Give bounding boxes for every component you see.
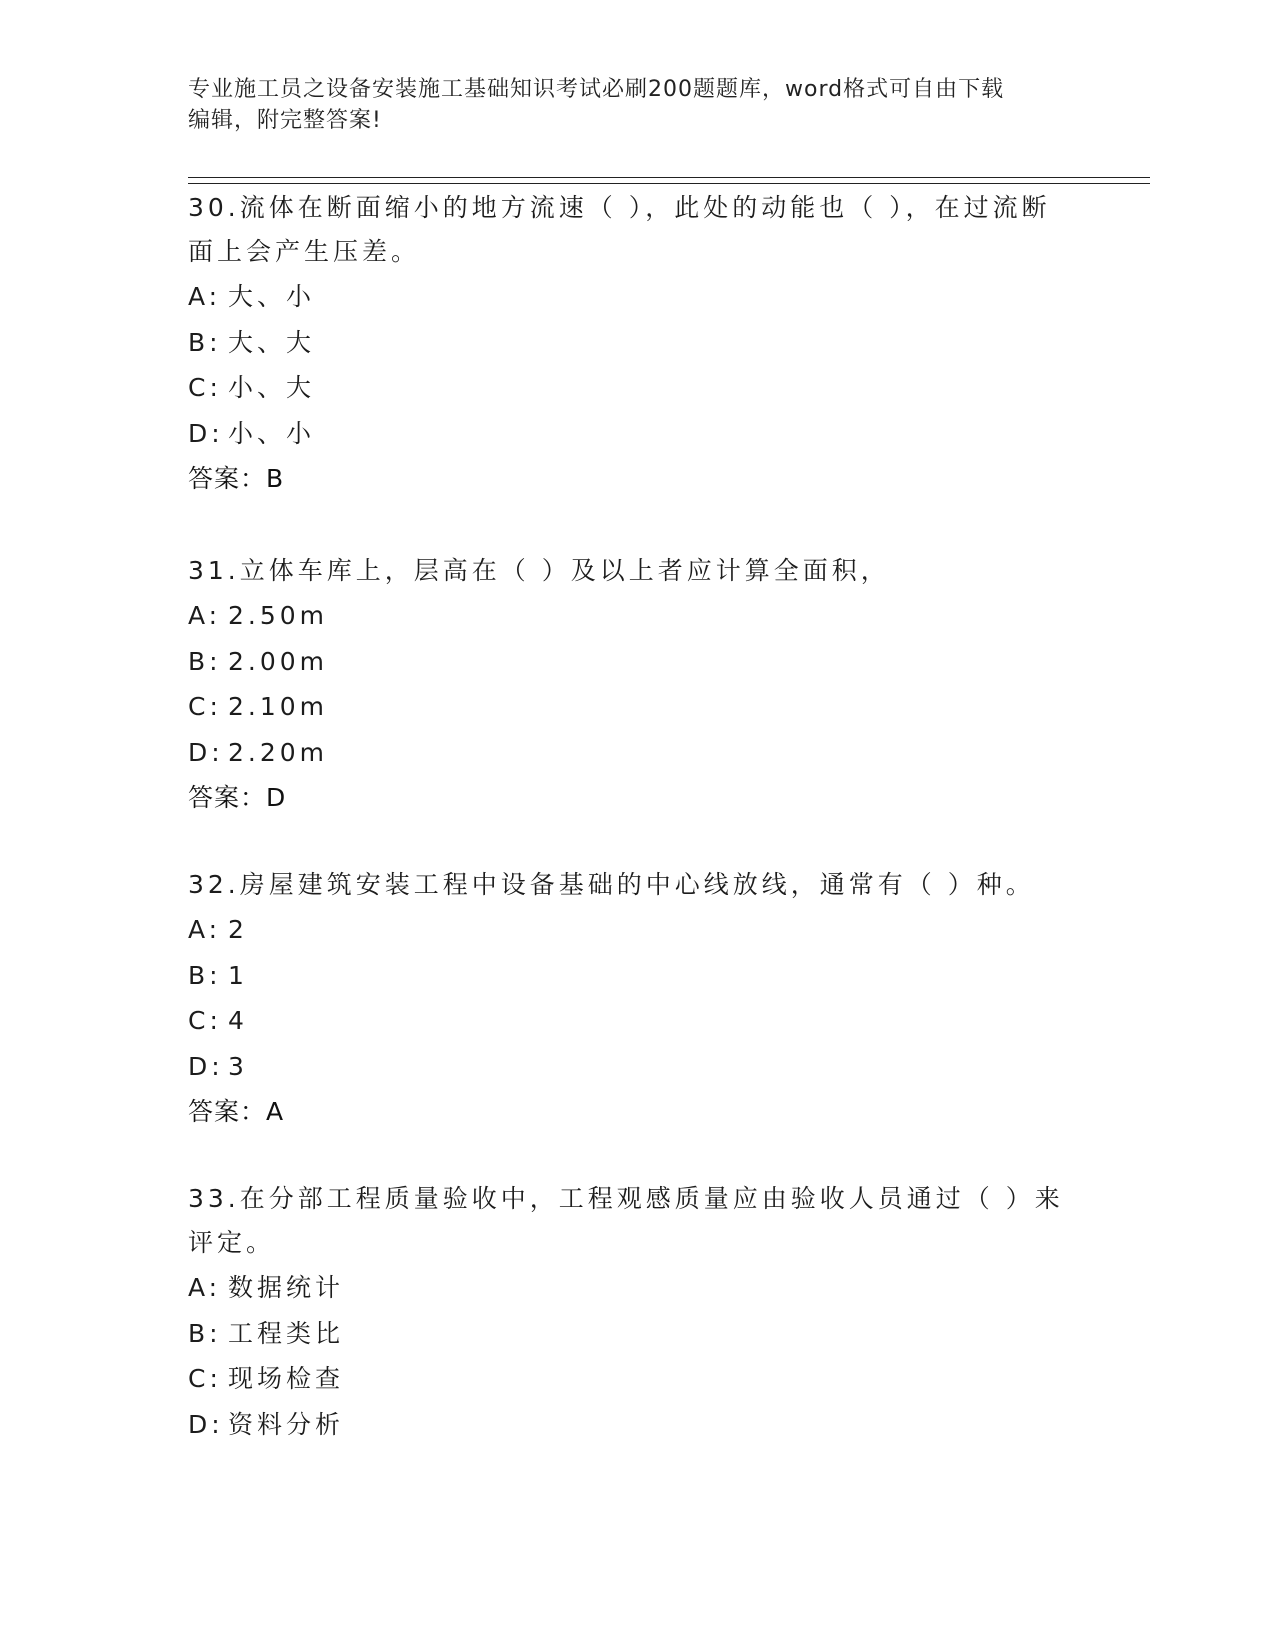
- option-letter: A:: [188, 601, 222, 630]
- option-letter: A:: [188, 282, 222, 311]
- option-letter: C:: [188, 1006, 222, 1035]
- question-30: [188, 186, 1088, 501]
- answer-label: 答案：A: [188, 1097, 285, 1126]
- option-d: [188, 1044, 1088, 1090]
- option-a: [188, 274, 1088, 320]
- question-stem-line-1: 33.在分部工程质量验收中，工程观感质量应由验收人员通过（ ）来: [188, 1184, 1064, 1213]
- option-text: 资料分析: [228, 1409, 345, 1439]
- question-stem-line-1: 30.流体在断面缩小的地方流速（ ），此处的动能也（ ），在过流断: [188, 193, 1051, 222]
- option-letter: D:: [188, 1051, 224, 1081]
- option-c: [188, 998, 1088, 1044]
- option-text: 2.20m: [228, 737, 329, 767]
- answer-label: 答案：D: [188, 783, 287, 812]
- option-text: 2: [228, 915, 248, 944]
- question-32: [188, 863, 1088, 1134]
- option-letter: C:: [188, 373, 222, 402]
- option-d: [188, 1402, 1088, 1448]
- option-c: [188, 365, 1088, 411]
- question-stem-line-2: 评定。: [188, 1228, 276, 1257]
- header-line-2: 编辑，附完整答案!: [188, 108, 382, 133]
- question-33: [188, 1177, 1088, 1447]
- option-letter: B:: [188, 646, 222, 676]
- option-letter: B:: [188, 960, 222, 990]
- option-d: [188, 730, 1088, 776]
- option-letter: C:: [188, 1364, 222, 1393]
- option-text: 小、大: [228, 373, 316, 402]
- option-c: [188, 684, 1088, 730]
- option-letter: A:: [188, 915, 222, 944]
- option-text: 工程类比: [228, 1318, 345, 1348]
- option-b: [188, 320, 1088, 366]
- answer-label: 答案：B: [188, 464, 285, 493]
- option-text: 3: [228, 1051, 248, 1081]
- option-text: 数据统计: [228, 1273, 345, 1302]
- option-letter: A:: [188, 1273, 222, 1302]
- option-letter: C:: [188, 692, 222, 721]
- option-letter: B:: [188, 327, 222, 357]
- option-d: [188, 411, 1088, 457]
- option-text: 2.00m: [228, 646, 329, 676]
- option-a: [188, 1265, 1088, 1311]
- question-stem-line-2: 面上会产生压差。: [188, 237, 421, 266]
- option-a: [188, 907, 1088, 953]
- header-line-1: 专业施工员之设备安装施工基础知识考试必刷200题题库，word格式可自由下载: [188, 77, 1005, 102]
- option-b: [188, 639, 1088, 685]
- option-letter: D:: [188, 418, 224, 448]
- option-c: [188, 1356, 1088, 1402]
- option-letter: B:: [188, 1318, 222, 1348]
- option-text: 1: [228, 960, 248, 990]
- option-b: [188, 953, 1088, 999]
- option-letter: D:: [188, 1409, 224, 1439]
- option-a: [188, 593, 1088, 639]
- document-header: [188, 74, 1088, 136]
- question-31: [188, 549, 1088, 820]
- option-text: 4: [228, 1006, 248, 1035]
- header-double-rule: [188, 177, 1150, 184]
- option-text: 小、小: [228, 418, 316, 448]
- option-text: 大、大: [228, 327, 316, 357]
- option-text: 2.10m: [228, 692, 329, 721]
- option-letter: D:: [188, 737, 224, 767]
- question-stem-line-1: 31.立体车库上，层高在（ ）及以上者应计算全面积，: [188, 556, 890, 585]
- question-stem-line-1: 32.房屋建筑安装工程中设备基础的中心线放线，通常有（ ）种。: [188, 870, 1035, 899]
- option-text: 2.50m: [228, 601, 329, 630]
- option-text: 大、小: [228, 282, 316, 311]
- option-text: 现场检查: [228, 1364, 345, 1393]
- option-b: [188, 1311, 1088, 1357]
